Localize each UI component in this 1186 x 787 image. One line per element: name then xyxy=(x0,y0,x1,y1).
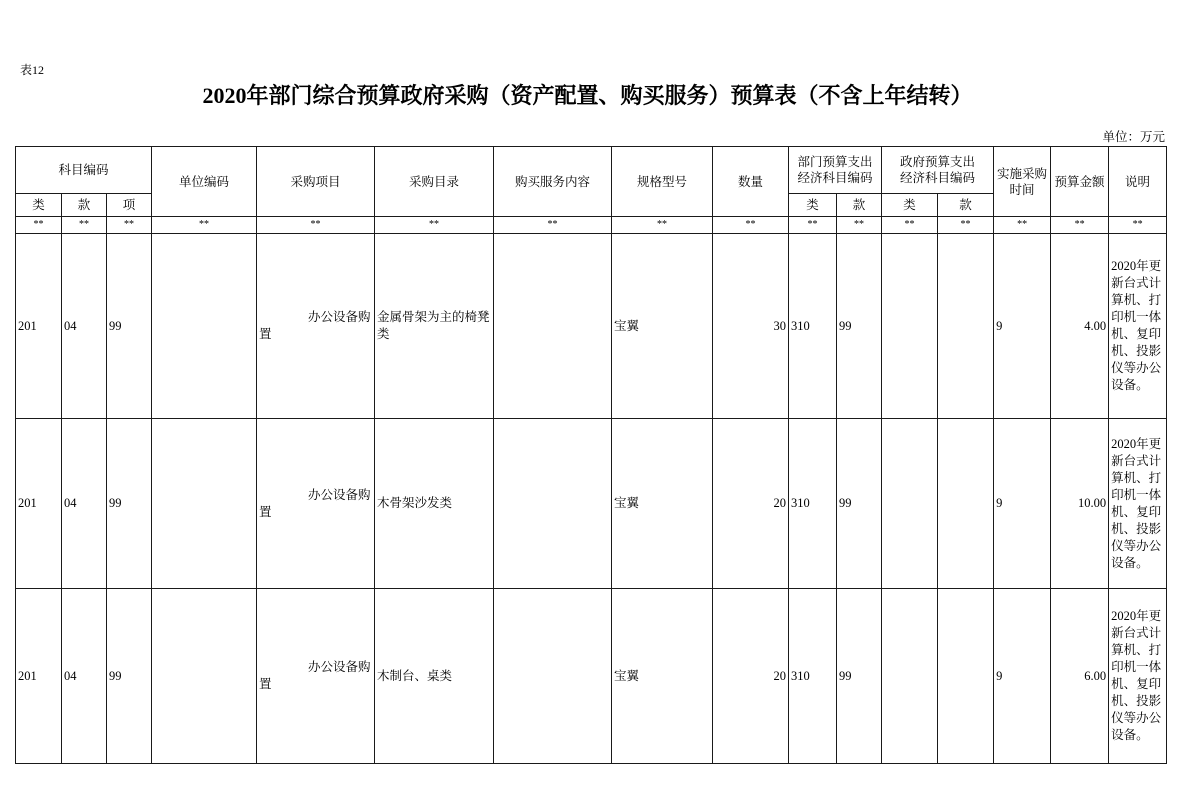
cell-subject-lei: 201 xyxy=(16,234,62,419)
placeholder-cell: ** xyxy=(789,217,837,234)
header-purchase-catalog: 采购目录 xyxy=(375,147,494,217)
cell-unit-code xyxy=(152,234,257,419)
cell-gov-econ-lei xyxy=(882,234,938,419)
header-row xyxy=(16,147,1167,194)
cell-gov-econ-kuan xyxy=(938,419,994,589)
cell-subject-xiang: 99 xyxy=(107,589,152,764)
placeholder-cell: ** xyxy=(494,217,612,234)
table-number: 表12 xyxy=(20,63,45,77)
cell-spec-model: 宝翼 xyxy=(612,589,713,764)
purchase-item-text: 办公设备购置 xyxy=(259,660,371,691)
table-row xyxy=(16,419,1167,589)
placeholder-row xyxy=(16,217,1167,234)
cell-gov-econ-kuan xyxy=(938,234,994,419)
table-row xyxy=(16,234,1167,419)
cell-spec-model: 宝翼 xyxy=(612,234,713,419)
header-spec-model: 规格型号 xyxy=(612,147,713,217)
header-subject-xiang: 项 xyxy=(107,194,152,217)
cell-quantity: 20 xyxy=(713,589,789,764)
cell-purchase-catalog: 木制台、桌类 xyxy=(375,589,494,764)
header-remark: 说明 xyxy=(1109,147,1167,217)
header-subject-lei: 类 xyxy=(16,194,62,217)
header-gov-lei: 类 xyxy=(882,194,938,217)
cell-subject-xiang: 99 xyxy=(107,234,152,419)
cell-purchase-catalog: 木骨架沙发类 xyxy=(375,419,494,589)
placeholder-cell: ** xyxy=(713,217,789,234)
placeholder-cell: ** xyxy=(107,217,152,234)
unit-label: 单位：万元 xyxy=(1102,130,1165,144)
cell-gov-econ-lei xyxy=(882,419,938,589)
cell-service-content xyxy=(494,419,612,589)
cell-budget-amount: 10.00 xyxy=(1051,419,1109,589)
header-unit-code: 单位编码 xyxy=(152,147,257,217)
cell-gov-econ-kuan xyxy=(938,589,994,764)
table-row xyxy=(16,589,1167,764)
placeholder-cell: ** xyxy=(994,217,1051,234)
cell-unit-code xyxy=(152,419,257,589)
cell-dept-econ-lei: 310 xyxy=(789,234,837,419)
header-purchase-item: 采购项目 xyxy=(257,147,375,217)
cell-subject-kuan: 04 xyxy=(62,589,107,764)
header-dept-econ-code: 部门预算支出 经济科目编码 xyxy=(789,147,882,194)
placeholder-cell: ** xyxy=(152,217,257,234)
cell-subject-lei: 201 xyxy=(16,589,62,764)
header-quantity: 数量 xyxy=(713,147,789,217)
header-subject-kuan: 款 xyxy=(62,194,107,217)
header-impl-time: 实施采购时间 xyxy=(994,147,1051,217)
cell-remark: 2020年更新台式计算机、打印机一体机、复印机、投影仪等办公设备。 xyxy=(1109,234,1167,419)
cell-service-content xyxy=(494,234,612,419)
placeholder-cell: ** xyxy=(837,217,882,234)
placeholder-cell: ** xyxy=(882,217,938,234)
header-subject-code: 科目编码 xyxy=(16,147,152,194)
placeholder-cell: ** xyxy=(375,217,494,234)
cell-dept-econ-lei: 310 xyxy=(789,589,837,764)
budget-table xyxy=(15,146,1167,764)
cell-remark: 2020年更新台式计算机、打印机一体机、复印机、投影仪等办公设备。 xyxy=(1109,589,1167,764)
cell-impl-time: 9 xyxy=(994,419,1051,589)
placeholder-cell: ** xyxy=(16,217,62,234)
cell-purchase-item xyxy=(257,234,375,419)
cell-spec-model: 宝翼 xyxy=(612,419,713,589)
placeholder-cell: ** xyxy=(938,217,994,234)
header-budget-amount: 预算金额 xyxy=(1051,147,1109,217)
cell-impl-time: 9 xyxy=(994,589,1051,764)
cell-service-content xyxy=(494,589,612,764)
cell-dept-econ-lei: 310 xyxy=(789,419,837,589)
cell-subject-kuan: 04 xyxy=(62,234,107,419)
placeholder-cell: ** xyxy=(1109,217,1167,234)
header-gov-kuan: 款 xyxy=(938,194,994,217)
header-dept-lei: 类 xyxy=(789,194,837,217)
purchase-item-text: 办公设备购置 xyxy=(259,310,371,341)
cell-remark: 2020年更新台式计算机、打印机一体机、复印机、投影仪等办公设备。 xyxy=(1109,419,1167,589)
cell-quantity: 20 xyxy=(713,419,789,589)
cell-dept-econ-kuan: 99 xyxy=(837,589,882,764)
cell-purchase-item xyxy=(257,589,375,764)
header-dept-kuan: 款 xyxy=(837,194,882,217)
cell-gov-econ-lei xyxy=(882,589,938,764)
cell-subject-kuan: 04 xyxy=(62,419,107,589)
cell-purchase-catalog: 金属骨架为主的椅凳类 xyxy=(375,234,494,419)
placeholder-cell: ** xyxy=(62,217,107,234)
cell-subject-lei: 201 xyxy=(16,419,62,589)
cell-impl-time: 9 xyxy=(994,234,1051,419)
cell-budget-amount: 6.00 xyxy=(1051,589,1109,764)
cell-quantity: 30 xyxy=(713,234,789,419)
placeholder-cell: ** xyxy=(1051,217,1109,234)
header-gov-econ-code: 政府预算支出 经济科目编码 xyxy=(882,147,994,194)
header-service-content: 购买服务内容 xyxy=(494,147,612,217)
purchase-item-text: 办公设备购置 xyxy=(259,487,371,519)
cell-purchase-item xyxy=(257,419,375,589)
cell-unit-code xyxy=(152,589,257,764)
cell-budget-amount: 4.00 xyxy=(1051,234,1109,419)
placeholder-cell: ** xyxy=(257,217,375,234)
placeholder-cell: ** xyxy=(612,217,713,234)
cell-subject-xiang: 99 xyxy=(107,419,152,589)
page-title: 2020年部门综合预算政府采购（资产配置、购买服务）预算表（不含上年结转） xyxy=(202,83,973,108)
cell-dept-econ-kuan: 99 xyxy=(837,419,882,589)
cell-dept-econ-kuan: 99 xyxy=(837,234,882,419)
